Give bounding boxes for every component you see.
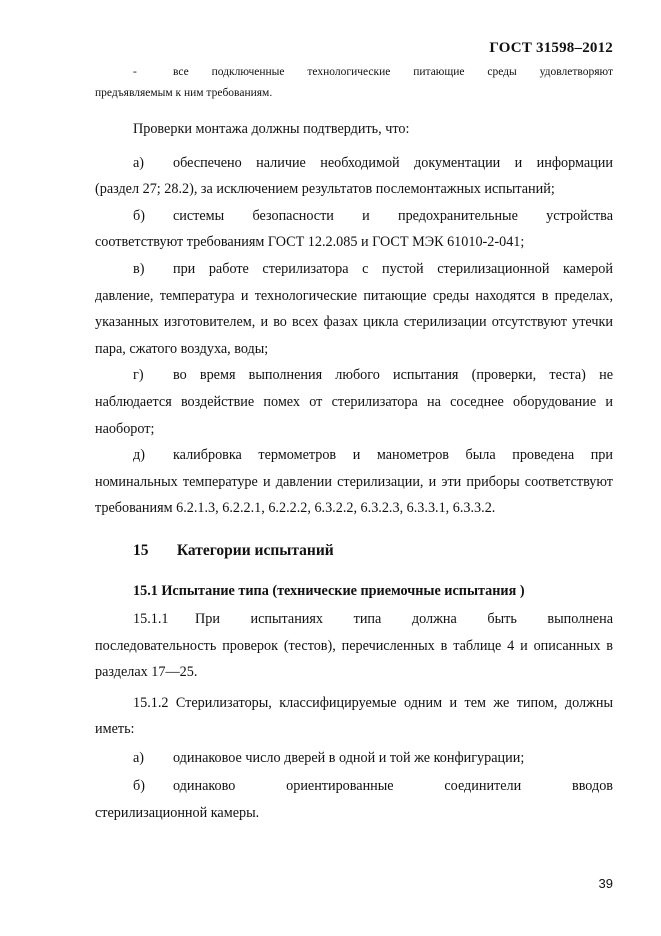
page-number: 39 <box>598 876 613 891</box>
page-content <box>95 62 613 827</box>
type-item-b-label: б) <box>133 778 145 795</box>
section-15-number: 15 <box>133 541 149 559</box>
check-item-d-label: д) <box>133 447 145 464</box>
check-item-g <box>95 362 613 442</box>
paragraph-15-1-2: 15.1.2 Стерилизаторы, классифицируемые одним и тем же типом, должны иметь: <box>95 694 613 738</box>
check-item-g-first: во время выполнения любого испытания (проверки, теста) не <box>173 367 613 384</box>
check-item-b-rest: соответствуют требованиям ГОСТ 12.2.085 и ГОСТ МЭК 61010-2-041; <box>95 234 525 251</box>
section-15-title: Категории испытаний <box>176 541 334 559</box>
check-item-a-first: обеспечено наличие необходимой документации и информации <box>173 154 613 171</box>
intro-item-first-line <box>95 62 613 83</box>
check-item-b-label: б) <box>133 207 145 224</box>
type-item-a-label: а) <box>133 749 145 766</box>
check-item-g-label: г) <box>133 367 144 384</box>
paragraph-15-1-1-rest: последовательность проверок (тестов), перечисленных в таблице 4 и описанных в разделах 17—25. <box>95 637 613 681</box>
check-item-a-label: а) <box>133 154 145 171</box>
check-item-a-rest: (раздел 27; 28.2), за исключением результатов послемонтажных испытаний; <box>95 181 555 198</box>
section-15-heading <box>95 538 613 564</box>
check-item-d-rest: номинальных температуре и давлении стерилизации, и эти приборы соответствуют требованиям 6.2.1.3, 6.2.2.1, 6.2.2.2, 6.3.2.2, 6.3.2.3, 6.3.3.1, 6.3.3.2. <box>95 473 613 517</box>
check-item-v-first: при работе стерилизатора с пустой стерилизационной камерой <box>173 260 613 277</box>
check-item-b-first-line <box>95 203 613 230</box>
check-item-d <box>95 442 613 522</box>
type-item-a-text: одинаковое число дверей в одной и той же конфигурации; <box>173 749 525 766</box>
check-item-g-rest: наблюдается воздействие помех от стерилизатора на соседнее оборудование и наоборот; <box>95 393 613 437</box>
check-item-v-first-line <box>95 256 613 283</box>
type-item-b-first: одинаково ориентированные соединители вводов <box>173 778 613 795</box>
document-code-header: ГОСТ 31598–2012 <box>489 40 613 56</box>
paragraph-15-1-1-first-line <box>95 606 613 633</box>
paragraph-15-1-1-first: При испытаниях типа должна быть выполнена <box>195 610 613 627</box>
paragraph-15-1-1-number: 15.1.1 <box>133 610 169 627</box>
check-item-b-first: системы безопасности и предохранительные устройства <box>173 207 613 224</box>
check-item-b <box>95 203 613 256</box>
check-item-a <box>95 150 613 203</box>
check-item-d-first: калибровка термометров и манометров была проведена при <box>173 447 613 464</box>
type-item-b-first-line <box>95 773 613 800</box>
type-item-a <box>95 745 613 772</box>
intro-item <box>95 62 613 104</box>
intro-item-line1: все подключенные технологические питающие среды удовлетворяют <box>173 66 613 78</box>
check-item-g-first-line <box>95 362 613 389</box>
check-item-v-label: в) <box>133 260 145 277</box>
type-item-b-rest: стерилизационной камеры. <box>95 805 260 822</box>
check-item-a-first-line <box>95 150 613 177</box>
subsection-15-1-heading: 15.1 Испытание типа (технические приемочные испытания ) <box>133 582 525 599</box>
checks-lead: Проверки монтажа должны подтвердить, что: <box>133 121 410 137</box>
check-item-v-rest: давление, температура и технологические питающие среды находятся в пределах, указанных изготовителем, и во всех фазах цикла стерилизации отсутствуют утечки пара, сжатого воздуха, воды; <box>95 287 613 357</box>
intro-item-line2: предъявляемым к ним требованиям. <box>95 87 273 99</box>
type-item-b <box>95 773 613 826</box>
paragraph-15-1-1 <box>95 606 613 686</box>
check-item-v <box>95 256 613 362</box>
check-item-d-first-line <box>95 442 613 469</box>
intro-item-marker: - <box>133 66 137 78</box>
